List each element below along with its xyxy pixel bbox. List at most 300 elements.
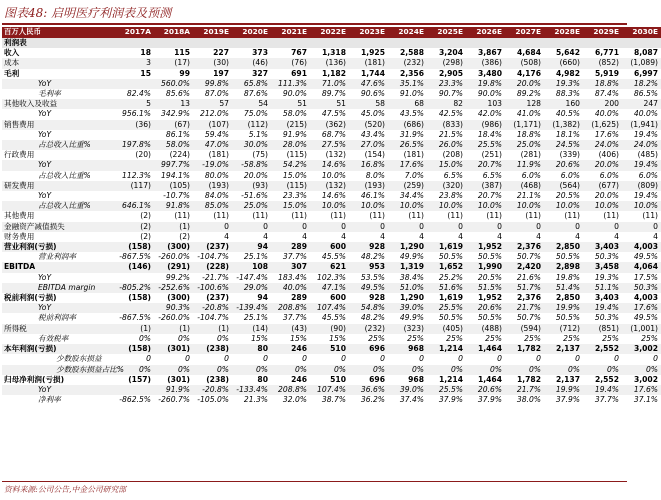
- value-cell: 2,905: [438, 68, 463, 78]
- value-cell: 200: [583, 99, 622, 109]
- value-cell: 38.7%: [321, 395, 346, 405]
- value-cell: 10.0%: [388, 201, 427, 211]
- value-cell: (11): [564, 211, 580, 221]
- value-cell: (14): [232, 324, 271, 334]
- value-cell: 247: [622, 99, 661, 109]
- value-cell: 21.1%: [516, 191, 541, 201]
- value-cell: 0: [427, 222, 466, 232]
- value-cell: 0%: [232, 365, 271, 375]
- value-cell: 10.0%: [349, 201, 388, 211]
- value-cell: 94: [232, 242, 271, 252]
- value-cell: 21.3%: [243, 395, 268, 405]
- value-cell: -10.7%: [163, 191, 190, 201]
- value-cell: -20.8%: [193, 385, 232, 395]
- value-cell: (2): [115, 222, 154, 232]
- value-cell: 1,182: [321, 68, 346, 78]
- value-cell: (508): [505, 58, 544, 68]
- value-cell: 87.0%: [204, 89, 229, 99]
- value-cell: (228): [193, 262, 232, 272]
- value-cell: 20.0%: [243, 170, 268, 180]
- value-cell: 0%: [622, 365, 661, 375]
- value-cell: 50.5%: [438, 313, 463, 323]
- value-cell: 510: [310, 344, 349, 354]
- value-cell: 103: [466, 99, 505, 109]
- value-cell: (1,001): [622, 324, 661, 334]
- value-cell: 85.6%: [165, 89, 190, 99]
- value-cell: (132): [310, 181, 349, 191]
- value-cell: 0: [302, 354, 307, 364]
- value-cell: 18.2%: [622, 79, 661, 89]
- header-year-cell: 2018A: [154, 27, 193, 38]
- value-cell: 18.8%: [583, 79, 622, 89]
- value-cell: 0: [349, 222, 388, 232]
- value-cell: 43.5%: [399, 109, 424, 119]
- value-cell: 0%: [388, 365, 427, 375]
- row-label: 税前利润率: [38, 313, 76, 323]
- value-cell: 45.0%: [360, 109, 385, 119]
- value-cell: (115): [286, 150, 307, 160]
- value-cell: 48.2%: [360, 313, 385, 323]
- value-cell: 20.6%: [466, 385, 505, 395]
- value-cell: 928: [369, 293, 385, 303]
- table-row: [2, 109, 661, 119]
- value-cell: 6.0%: [638, 170, 658, 180]
- value-cell: 25%: [446, 333, 463, 343]
- value-cell: 51.7%: [505, 283, 544, 293]
- value-cell: 767: [291, 48, 307, 58]
- value-cell: 0%: [349, 365, 388, 375]
- value-cell: (339): [559, 150, 580, 160]
- value-cell: (851): [583, 324, 622, 334]
- value-cell: (105): [154, 181, 193, 191]
- table-row: [2, 385, 661, 395]
- value-cell: (146): [115, 262, 154, 272]
- value-cell: (11): [408, 211, 424, 221]
- source-divider: [2, 481, 627, 482]
- value-cell: 1,464: [466, 344, 505, 354]
- value-cell: -51.6%: [241, 191, 268, 201]
- value-cell: 997.7%: [154, 160, 193, 170]
- value-cell: 13: [154, 99, 193, 109]
- value-cell: 6,997: [633, 68, 658, 78]
- value-cell: 0: [536, 354, 541, 364]
- value-cell: (90): [310, 324, 349, 334]
- value-cell: 50.5%: [555, 313, 580, 323]
- value-cell: 75.0%: [243, 109, 268, 119]
- value-cell: 90.0%: [477, 89, 502, 99]
- value-cell: 600: [330, 293, 346, 303]
- table-row: [2, 130, 661, 140]
- value-cell: 15%: [290, 333, 307, 343]
- value-cell: 289: [291, 293, 307, 303]
- value-cell: 25.5%: [427, 385, 466, 395]
- value-cell: 0%: [583, 365, 622, 375]
- value-cell: [622, 38, 661, 48]
- value-cell: 14.6%: [310, 160, 349, 170]
- value-cell: 183.4%: [278, 272, 307, 282]
- value-cell: -139.4%: [232, 303, 271, 313]
- value-cell: 43.4%: [360, 129, 385, 139]
- value-cell: 49.9%: [399, 252, 424, 262]
- value-cell: 25%: [485, 333, 502, 343]
- value-cell: 38.0%: [516, 395, 541, 405]
- value-cell: 51.0%: [388, 283, 427, 293]
- value-cell: 307: [271, 262, 310, 272]
- value-cell: 45.5%: [321, 252, 346, 262]
- value-cell: 27.5%: [310, 140, 349, 150]
- value-cell: 1,319: [388, 262, 427, 272]
- row-label: YoY: [2, 303, 115, 313]
- value-cell: (1,171): [505, 120, 544, 130]
- table-row: [2, 334, 661, 344]
- value-cell: 17.5%: [633, 272, 658, 282]
- table-row: [2, 99, 661, 109]
- value-cell: 0: [458, 354, 463, 364]
- value-cell: 600: [310, 242, 349, 252]
- table-row: [2, 375, 661, 385]
- value-cell: 0: [497, 354, 502, 364]
- value-cell: (17): [154, 58, 193, 68]
- table-row: [2, 140, 661, 150]
- value-cell: (193): [193, 181, 232, 191]
- value-cell: 26.0%: [427, 140, 466, 150]
- row-label: 利润表: [2, 38, 115, 48]
- row-label: 其他费用: [4, 211, 35, 221]
- value-cell: 4: [653, 231, 658, 241]
- value-cell: (11): [525, 211, 541, 221]
- value-cell: (301): [167, 374, 190, 384]
- value-cell: 71.0%: [310, 79, 349, 89]
- value-cell: 51.5%: [466, 283, 505, 293]
- value-cell: [115, 273, 154, 283]
- value-cell: 128: [505, 99, 544, 109]
- value-cell: 1,214: [438, 374, 463, 384]
- value-cell: -133.4%: [232, 385, 271, 395]
- value-cell: 3,458: [583, 262, 622, 272]
- row-label: 占总收入比重%: [2, 140, 115, 150]
- value-cell: 82: [427, 99, 466, 109]
- table-row: [2, 201, 661, 211]
- value-cell: 32.0%: [282, 395, 307, 405]
- value-cell: (251): [481, 150, 502, 160]
- value-cell: 3,002: [622, 344, 661, 354]
- value-cell: (11): [486, 211, 502, 221]
- value-cell: 80: [257, 374, 268, 384]
- value-cell: (11): [213, 211, 229, 221]
- value-cell: 4: [614, 231, 619, 241]
- value-cell: 289: [271, 242, 310, 252]
- value-cell: (301): [154, 344, 193, 354]
- value-cell: (386): [466, 58, 505, 68]
- value-cell: (852): [583, 58, 622, 68]
- value-cell: 90.3%: [154, 303, 193, 313]
- value-cell: 18.8%: [516, 129, 541, 139]
- value-cell: 691: [291, 68, 307, 78]
- value-cell: 25.0%: [505, 140, 544, 150]
- value-cell: 87.6%: [243, 89, 268, 99]
- value-cell: 99: [179, 68, 190, 78]
- value-cell: (986): [466, 120, 505, 130]
- row-label: 财务费用: [4, 231, 35, 241]
- value-cell: 560.0%: [154, 79, 193, 89]
- value-cell: 696: [349, 344, 388, 354]
- value-cell: (387): [466, 181, 505, 191]
- value-cell: (215): [271, 120, 310, 130]
- value-cell: 58.0%: [154, 140, 193, 150]
- value-cell: 212.0%: [200, 109, 229, 119]
- value-cell: -58.8%: [232, 160, 271, 170]
- value-cell: 94: [257, 293, 268, 303]
- value-cell: 58.0%: [282, 109, 307, 119]
- value-cell: (291): [154, 262, 193, 272]
- value-cell: 696: [369, 374, 385, 384]
- value-cell: 25.0%: [232, 201, 271, 211]
- value-cell: 2,850: [544, 242, 583, 252]
- value-cell: (112): [232, 120, 271, 130]
- row-label: 本年利润(亏损): [2, 344, 115, 354]
- header-year-cell: 2030E: [622, 27, 661, 38]
- value-cell: (1,382): [544, 120, 583, 130]
- value-cell: 20.7%: [466, 160, 505, 170]
- value-cell: 4: [536, 231, 541, 241]
- value-cell: 39.0%: [388, 385, 427, 395]
- value-cell: 82.4%: [126, 89, 151, 99]
- value-cell: (76): [271, 58, 310, 68]
- value-cell: 88.3%: [555, 89, 580, 99]
- header-year-cell: 2019E: [193, 27, 232, 38]
- value-cell: 10.0%: [505, 201, 544, 211]
- value-cell: 20.5%: [555, 191, 580, 201]
- value-cell: (11): [252, 211, 268, 221]
- row-label: EBITDA: [2, 262, 115, 272]
- table-row: [2, 120, 661, 130]
- value-cell: 102.3%: [317, 272, 346, 282]
- value-cell: 2,420: [505, 262, 544, 272]
- value-cell: 59.4%: [204, 129, 229, 139]
- value-cell: [310, 38, 349, 48]
- value-cell: 4: [458, 231, 463, 241]
- value-cell: -867.5%: [119, 313, 151, 323]
- table-row: [2, 395, 661, 405]
- value-cell: 6,771: [594, 48, 619, 58]
- value-cell: -21.7%: [202, 272, 229, 282]
- value-cell: 24.0%: [622, 140, 661, 150]
- value-cell: (157): [128, 374, 151, 384]
- value-cell: 85.0%: [193, 201, 232, 211]
- value-cell: [154, 38, 193, 48]
- row-label: 行政费用: [4, 150, 35, 160]
- value-cell: [583, 38, 622, 48]
- value-cell: 0: [193, 222, 232, 232]
- value-cell: (43): [271, 324, 310, 334]
- value-cell: 2,356: [399, 68, 424, 78]
- value-cell: 29.0%: [232, 283, 271, 293]
- value-cell: (158): [115, 242, 154, 252]
- value-cell: 0%: [544, 365, 583, 375]
- table-row: [2, 273, 661, 283]
- value-cell: 4: [419, 231, 424, 241]
- value-cell: [115, 160, 154, 170]
- row-label: 其他收入及收益: [2, 99, 115, 109]
- table-row: [2, 344, 661, 354]
- table-row: [2, 283, 661, 293]
- value-cell: (193): [349, 181, 388, 191]
- table-row: [2, 242, 661, 252]
- value-cell: 0%: [310, 365, 349, 375]
- value-cell: 1,318: [321, 48, 346, 58]
- row-label: 营业利润(亏损): [2, 242, 115, 252]
- table-row: [2, 160, 661, 170]
- value-cell: 40.0%: [594, 109, 619, 119]
- value-cell: 10.0%: [310, 201, 349, 211]
- value-cell: 4,684: [516, 48, 541, 58]
- row-label: 占总收入比重%: [2, 201, 115, 211]
- value-cell: 91.9%: [154, 385, 193, 395]
- value-cell: 51: [310, 99, 349, 109]
- value-cell: 3,480: [477, 68, 502, 78]
- value-cell: 23.3%: [282, 191, 307, 201]
- value-cell: 1,952: [477, 293, 502, 303]
- value-cell: 4,176: [516, 68, 541, 78]
- value-cell: 34.4%: [399, 191, 424, 201]
- value-cell: 58: [349, 99, 388, 109]
- value-cell: 49.5%: [349, 283, 388, 293]
- value-cell: 37.7%: [282, 313, 307, 323]
- value-cell: (1): [154, 222, 193, 232]
- value-cell: 1,925: [360, 48, 385, 58]
- income-statement-table: [2, 27, 661, 405]
- value-cell: 4: [497, 231, 502, 241]
- table-row: [2, 171, 661, 181]
- value-cell: -100.6%: [193, 283, 232, 293]
- value-cell: 35.1%: [388, 79, 427, 89]
- value-cell: 25.1%: [243, 313, 268, 323]
- value-cell: 39.0%: [388, 303, 427, 313]
- value-cell: 51: [271, 99, 310, 109]
- value-cell: (712): [544, 324, 583, 334]
- value-cell: 50.3%: [622, 283, 661, 293]
- value-cell: 1,214: [427, 344, 466, 354]
- row-label: 少数股东损益占比%: [2, 365, 115, 375]
- value-cell: 1,619: [427, 242, 466, 252]
- row-label: 有效税率: [38, 333, 69, 343]
- value-cell: -147.4%: [236, 272, 268, 282]
- value-cell: (2): [140, 211, 151, 221]
- value-cell: 50.5%: [477, 313, 502, 323]
- value-cell: -867.5%: [119, 252, 151, 262]
- value-cell: 2,137: [544, 344, 583, 354]
- value-cell: (117): [115, 181, 154, 191]
- value-cell: [349, 38, 388, 48]
- value-cell: -260.7%: [158, 395, 190, 405]
- table-row: [2, 69, 661, 79]
- value-cell: 1,290: [399, 293, 424, 303]
- value-cell: 49.5%: [633, 252, 658, 262]
- value-cell: 25%: [641, 333, 658, 343]
- value-cell: 7.0%: [404, 170, 424, 180]
- table-row: [2, 211, 661, 221]
- value-cell: 0: [310, 222, 349, 232]
- row-label: 所得税: [2, 324, 115, 334]
- value-cell: 19.4%: [583, 303, 622, 313]
- value-cell: 23.8%: [438, 191, 463, 201]
- value-cell: [505, 38, 544, 48]
- value-cell: 50.5%: [438, 252, 463, 262]
- value-cell: 19.4%: [633, 129, 658, 139]
- value-cell: 47.0%: [193, 140, 232, 150]
- value-cell: (232): [388, 58, 427, 68]
- value-cell: 246: [271, 344, 310, 354]
- value-cell: 36.2%: [360, 395, 385, 405]
- value-cell: (93): [232, 181, 271, 191]
- value-cell: 3,002: [633, 374, 658, 384]
- value-cell: (1,625): [583, 120, 622, 130]
- value-cell: 99.8%: [193, 79, 232, 89]
- value-cell: 1,990: [466, 262, 505, 272]
- value-cell: 8.0%: [365, 170, 385, 180]
- row-label: 净利率: [38, 395, 61, 405]
- value-cell: 2,552: [594, 374, 619, 384]
- value-cell: (833): [427, 120, 466, 130]
- value-cell: (67): [154, 120, 193, 130]
- row-label: 成本: [2, 58, 115, 68]
- value-cell: 18.1%: [555, 129, 580, 139]
- value-cell: [271, 38, 310, 48]
- value-cell: 0: [146, 354, 151, 364]
- value-cell: 49.9%: [399, 313, 424, 323]
- table-row: [2, 191, 661, 201]
- value-cell: 37.4%: [399, 395, 424, 405]
- value-cell: [115, 191, 154, 201]
- value-cell: 4: [380, 231, 385, 241]
- value-cell: 1,652: [427, 262, 466, 272]
- value-cell: (238): [206, 374, 229, 384]
- value-cell: 4,003: [633, 293, 658, 303]
- value-cell: 89.7%: [321, 89, 346, 99]
- value-cell: 2,552: [583, 344, 622, 354]
- value-cell: 0: [622, 222, 661, 232]
- value-cell: (20): [135, 150, 151, 160]
- value-cell: 4,003: [622, 242, 661, 252]
- value-cell: 19.4%: [583, 385, 622, 395]
- value-cell: 24.5%: [544, 140, 583, 150]
- value-cell: 10.0%: [583, 201, 622, 211]
- value-cell: (181): [349, 58, 388, 68]
- value-cell: (154): [364, 150, 385, 160]
- row-label: YoY: [38, 272, 52, 282]
- table-row: [2, 181, 661, 191]
- value-cell: 20.6%: [544, 160, 583, 170]
- value-cell: (2): [179, 231, 190, 241]
- value-cell: 0%: [154, 365, 193, 375]
- value-cell: 4,982: [555, 68, 580, 78]
- value-cell: -862.5%: [119, 395, 151, 405]
- value-cell: 4: [575, 231, 580, 241]
- value-cell: 10.0%: [466, 201, 505, 211]
- value-cell: 0: [505, 222, 544, 232]
- value-cell: 0%: [427, 365, 466, 375]
- value-cell: 2,137: [555, 374, 580, 384]
- row-label: 归母净利润(亏损): [4, 374, 65, 384]
- value-cell: 510: [330, 374, 346, 384]
- value-cell: 45.5%: [321, 313, 346, 323]
- table-row: [2, 324, 661, 334]
- value-cell: 91.0%: [399, 89, 424, 99]
- value-cell: 0: [380, 354, 385, 364]
- value-cell: 646.1%: [115, 201, 154, 211]
- row-label: YoY: [2, 160, 115, 170]
- value-cell: 956.1%: [122, 109, 151, 119]
